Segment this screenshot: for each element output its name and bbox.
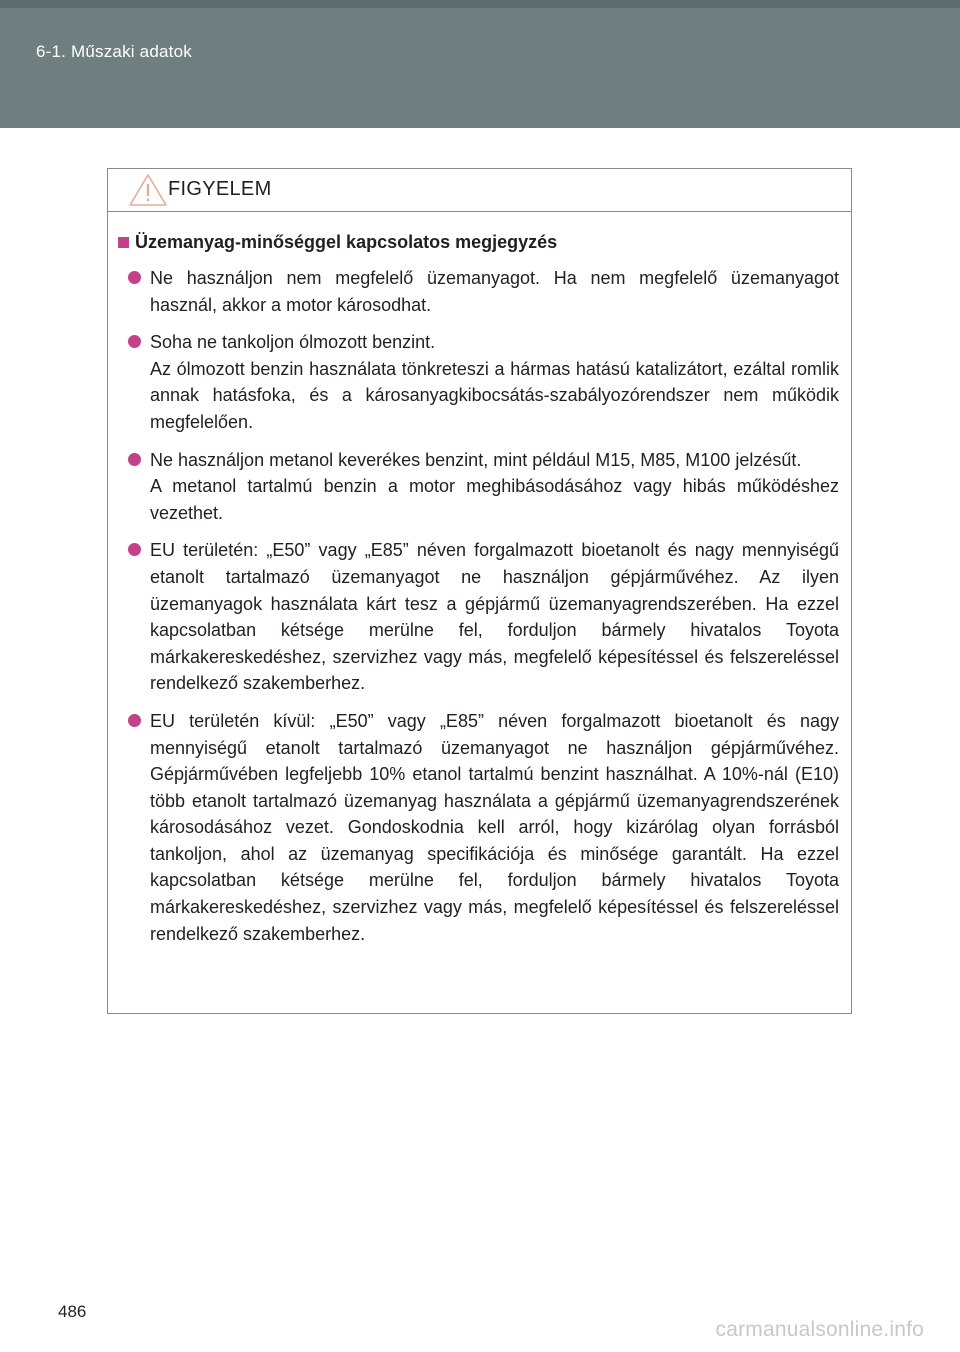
round-bullet-icon [128, 335, 141, 348]
bullet-item [118, 708, 841, 947]
bullet-text: Ne használjon metanol keverékes benzint, mint például M15, M85, M100 jelzésűt. [150, 449, 802, 470]
round-bullet-icon [128, 714, 141, 727]
bullet-text: EU területén kívül: „E50” vagy „E85” néven forgalmazott bioetanolt és nagy mennyiségű etanolt tartalmazó üzemanyagot ne használjon gépjárművéhez. Gépjárművében legfeljebb 10% etanol tartalmú benzint használhat. A 10%-nál (E10) több etanolt tartalmazó üzemanyag használata a gépjármű üzemanyagrendszerének károsodásához vezet. Gondoskodnia kell arról, hogy kizárólag olyan forrásból tankoljon, ahol az üzemanyag specifikációja és minősége garantált. Ha ezzel kapcsolatban kétsége merülne fel, forduljon bármely hivatalos Toyota márkakereskedéshez, szervizhez vagy más, megfelelő képesítéssel és felszereléssel rendelkező szakemberhez. [150, 710, 839, 944]
bullet-item [118, 537, 841, 697]
bullet-text: Az ólmozott benzin használata tönkreteszi a hármas hatású katalizátort, ezáltal romlik annak hatásfoka, és a károsanyagkibocsátás-szabályozórendszer nem működik megfelelően. [150, 358, 839, 432]
square-bullet-icon [118, 237, 129, 248]
header-strip [0, 0, 960, 8]
warning-body [108, 212, 851, 947]
round-bullet-icon [128, 453, 141, 466]
bullet-text: Soha ne tankoljon ólmozott benzint. [150, 332, 436, 353]
round-bullet-icon [128, 271, 141, 284]
watermark: carmanualsonline.info [715, 1318, 924, 1341]
bullet-item [118, 329, 841, 435]
page-number: 486 [58, 1302, 87, 1321]
section-heading [118, 232, 841, 253]
bullet-item [118, 447, 841, 527]
bullet-text: EU területén: „E50” vagy „E85” néven forgalmazott bioetanolt és nagy mennyiségű etanolt tartalmazó üzemanyagot ne használjon gépjárművéhez. Az ilyen üzemanyagok használata kárt tesz a gépjármű üzemanyagrendszerében. Ha ezzel kapcsolatban kétsége merülne fel, forduljon bármely hivatalos Toyota márkakereskedéshez, szervizhez vagy más, megfelelő képesítéssel és felszereléssel rendelkező szakemberhez. [150, 540, 839, 694]
bullet-item [118, 265, 841, 318]
section-heading-text: Üzemanyag-minőséggel kapcsolatos megjegyzés [135, 232, 558, 252]
section-title: 6-1. Műszaki adatok [36, 42, 192, 61]
section-header-band [0, 0, 960, 128]
bullet-text: A metanol tartalmú benzin a motor meghibásodásához vagy hibás működéshez vezethet. [150, 476, 839, 523]
bullet-list [118, 265, 841, 947]
warning-header [108, 169, 851, 212]
round-bullet-icon [128, 543, 141, 556]
warning-triangle-icon [128, 173, 168, 207]
warning-title: FIGYELEM [168, 178, 272, 200]
warning-box [107, 168, 852, 1014]
bullet-text: Ne használjon nem megfelelő üzemanyagot. Ha nem megfelelő üzemanyagot használ, akkor a motor károsodhat. [150, 268, 839, 315]
